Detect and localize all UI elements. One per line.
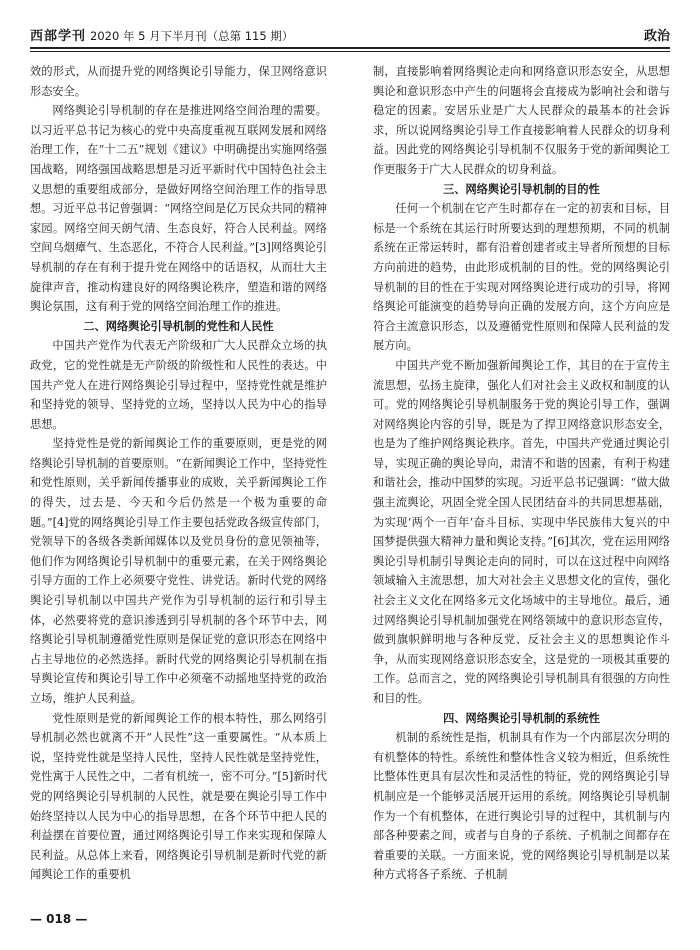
paragraph: 中国共产党不断加强新闻舆论工作，其目的在于宣传主流思想，弘扬主旋律，强化人们对社会主义政权和制度的认可。党的网络舆论引导机制服务于党的舆论引导工作，强调对网络舆论内容的引导，既是为了捍卫网络意识形态安全，也是为了维护网络舆论秩序。首先，中国共产党通过舆论引导，实现正确的舆论导向，肃清不和谐的因素，有利于构建和谐社会，推动中国梦的实现。习近平总书记强调：“做大做强主流舆论，巩固全党全国人民团结奋斗的共同思想基础，为实现‘两个一百年’奋斗目标、实现中华民族伟大复兴的中国梦提供强大精神力量和舆论支持。”[6]其次，党在运用网络舆论引导机制引导舆论走向的同时，可以在这过程中向网络领域输入主流思想，加大对社会主义思想文化的宣传，强化社会主义文化在网络多元文化场域中的主导地位。最后，通过网络舆论引导机制加强党在网络领域中的意识形态宣传，做到旗帜鲜明地与各种反党、反社会主义的思想舆论作斗争，从而实现网络意识形态安全，这是党的一项极其重要的工作。总而言之，党的网络舆论引导机制具有很强的方向性和目的性。 (373, 358, 670, 705)
paragraph: 效的形式，从而提升党的网络舆论引导能力，保卫网络意识形态安全。 (30, 65, 327, 98)
header-rule-thin (30, 51, 670, 52)
section-heading: 三、网络舆论引导机制的目的性 (443, 182, 600, 196)
paragraph: 坚持党性是党的新闻舆论工作的重要原则，更是党的网络舆论引导机制的首要原则。“在新闻舆论工作中，坚持党性和党性原则，关乎新闻传播事业的成败，关乎新闻舆论工作的得失，过去是、今天和今后仍然是一个极为重要的命题。”[4]党的网络舆论引导工作主要包括党政各级宣传部门，党领导下的各级各类新闻媒体以及党员身份的意见领袖等，他们作为网络舆论引导机制中的重要元素，在关于网络舆论引导方面的工作上必须要守党性、讲党话。新时代党的网络舆论引导机制以中国共产党作为引导机制的运行和引导主体，必然要将党的意识渗透到引导机制的各个环节中去，网络舆论引导机制遵循党性原则是保证党的意识形态在网络中占主导地位的必然选择。新时代党的网络舆论引导机制在指导舆论宣传和舆论引导工作中必须毫不动摇地坚持党的政治立场，维护人民利益。 (30, 437, 327, 705)
paragraph: 制，直接影响着网络舆论走向和网络意识形态安全，从思想舆论和意识形态中产生的问题将会直接成为影响社会和谐与稳定的因素。安居乐业是广大人民群众的最基本的社会诉求，所以说网络舆论引导工作直接影响着人民群众的切身利益。因此党的网络舆论引导机制不仅服务于党的新闻舆论工作更服务于广大人民群众的切身利益。 (373, 65, 670, 176)
section-heading: 二、网络舆论引导机制的党性和人民性 (83, 319, 274, 333)
right-column (373, 62, 670, 902)
section-heading: 四、网络舆论引导机制的系统性 (443, 711, 600, 725)
left-column (30, 62, 327, 902)
header-rule (30, 47, 670, 49)
issue-info: 2020 年 5 月下半月刊（总第 115 期） (90, 29, 294, 43)
paragraph: 机制的系统性是指，机制具有作为一个内部层次分明的有机整体的特性。系统性和整体性含义较为相近，但系统性比整体性更具有层次性和灵活性的特征，党的网络舆论引导机制应是一个能够灵活展开运用的系统。网络舆论引导机制作为一个有机整体，在进行舆论引导的过程中，其机制与内部各种要素之间，或者与自身的子系统、子机制之间都存在着重要的关联。一方面来说，党的网络舆论引导机制是以某种方式将各子系统、子机制 (373, 731, 670, 882)
section-tag: 政治 (643, 29, 670, 44)
paragraph: 中国共产党作为代表无产阶级和广大人民群众立场的执政党，它的党性就是无产阶级的阶级性和人民性的表达。中国共产党人在进行网络舆论引导过程中，坚持党性就是维护和坚持党的领导、坚持党的立场，坚持以人民为中心的指导思想。 (30, 339, 327, 431)
paragraph: 党性原则是党的新闻舆论工作的根本特性，那么网络引导机制必然也就离不开“人民性”这一重要属性。“从本质上说，坚持党性就是坚持人民性，坚持人民性就是坚持党性，党性寓于人民性之中，二者有机统一，密不可分。”[5]新时代党的网络舆论引导机制的人民性，就是要在舆论引导工作中始终坚持以人民为中心的指导思想，在各个环节中把人民的利益摆在首要位置，通过网络舆论引导工作来实现和保障人民利益。从总体上来看，网络舆论引导机制是新时代党的新闻舆论工作的重要机 (30, 711, 327, 882)
running-header (30, 20, 670, 44)
paragraph: 任何一个机制在它产生时都存在一定的初衷和目标，目标是一个系统在其运行时所要达到的理想预期，不同的机制系统在正常运转时，都有沿着创建者或主导者所预想的目标方向前进的趋势，由此形成机制的目的性。党的网络舆论引导机制的目的性在于实现对网络舆论进行成功的引导，将网络舆论可能演变的趋势导向正确的发展方向，这个方向应是符合主流意识形态，以及遵循党性原则和保障人民利益的发展方向。 (373, 202, 670, 353)
journal-masthead: 西部学刊 (30, 29, 87, 44)
paragraph: 网络舆论引导机制的存在是推进网络空间治理的需要。以习近平总书记为核心的党中央高度重视互联网发展和网络治理工作，在“十二五”规划《建议》中明确提出实施网络强国战略，网络强国战略思想是习近平新时代中国特色社会主义思想的重要组成部分，是做好网络空间治理工作的指导思想。习近平总书记曾强调：“网络空间是亿万民众共同的精神家园。网络空间天朗气清、生态良好，符合人民利益。网络空间乌烟瘴气、生态恶化，不符合人民利益。”[3]网络舆论引导机制的存在有利于提升党在网络中的话语权，从而壮大主旋律声音，推动构建良好的网络舆论秩序，塑造和谐的网络舆论氛围，这有利于党的网络空间治理工作的推进。 (30, 104, 327, 314)
page-number: — 018 — (30, 912, 88, 926)
header-left (30, 25, 293, 44)
